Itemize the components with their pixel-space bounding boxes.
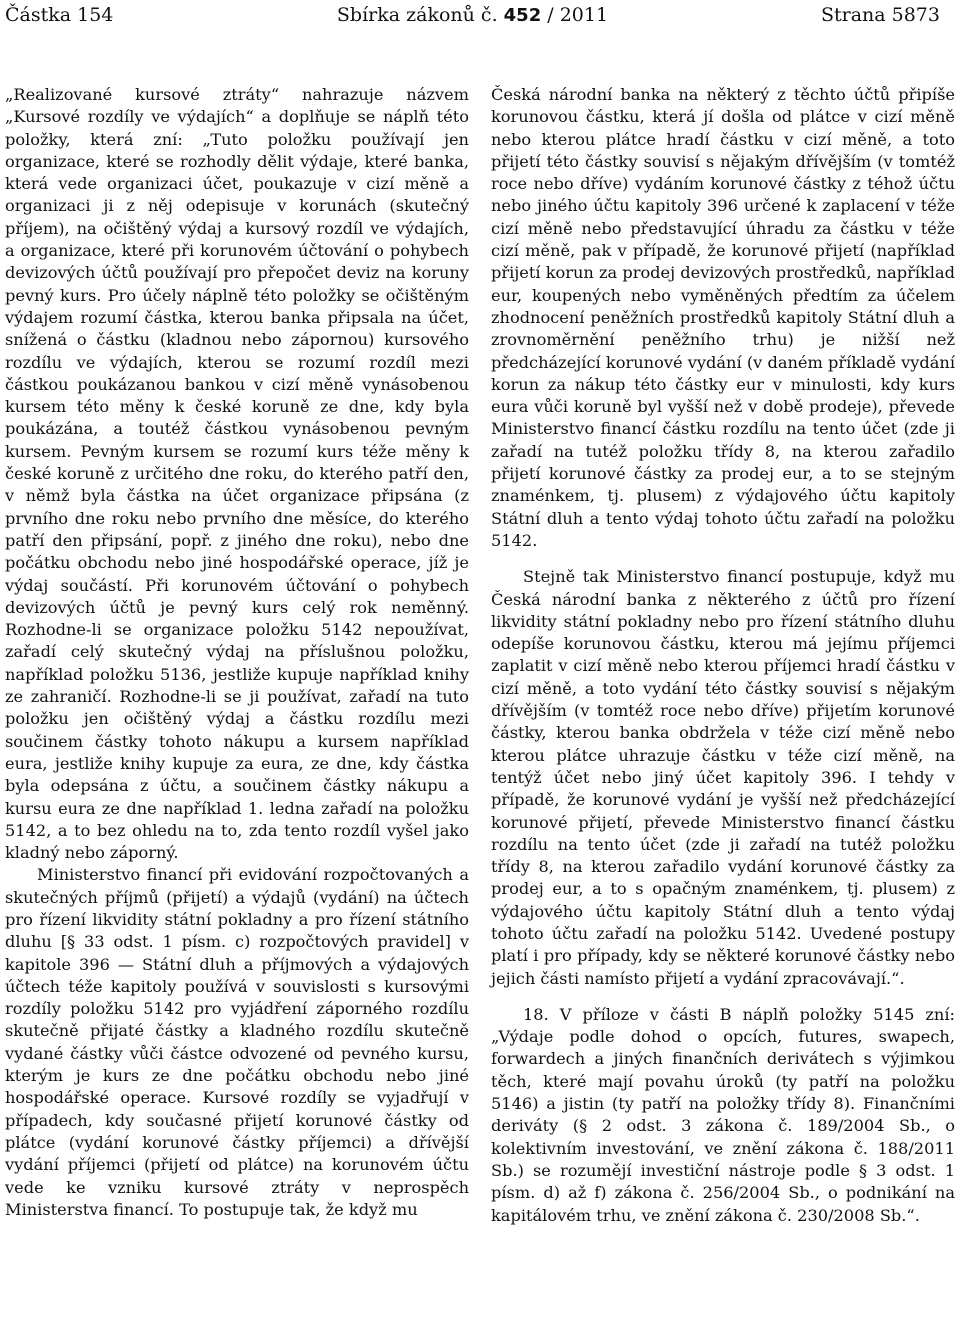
left-column (5, 84, 469, 1221)
paragraph: „Realizované kursové ztráty“ nahrazuje názvem „Kursové rozdíly ve výdajích“ a doplňuje se náplň této položky, která zní: „Tuto položku používají jen organizace, které se rozhodly dělit výdaje, které banka, která vede organizaci účet, poukazuje v cizí měně a organizaci ji z něj odepisuje v korunách (skutečný příjem), na očištěný výdaj a kursový rozdíl ve výdajích, a organizace, které při korunovém účtování o pohybech devizových účtů používají pro přepočet deviz na koruny pevný kurs. Pro účely náplně této položky se očištěným výdajem rozumí částka, kterou banka připsala na účet, snížená o částku (kladnou nebo zápornou) kursového rozdílu ve výdajích, kterou se rozumí rozdíl mezi částkou poukázanou bankou v cizí měně vynásobenou kursem této měny k české koruně ze dne, kdy byla poukázána, a toutéž částkou vynásobenou pevným kursem. Pevným kursem se rozumí kurs téže měny k české koruně z určitého dne roku, do kterého patří den, v němž byla částka na účet organizace připsána (z prvního dne roku nebo prvního dne měsíce, do kterého patří den připsání, popř. z jiného dne roku), nebo dne počátku obchodu nebo jiné hospodářské operace, jíž je výdaj součástí. Při korunovém účtování o pohybech devizových účtů je pevný kurs celý rok neměnný. Rozhodne-li se organizace položku 5142 nepoužívat, zařadí celý skutečný výdaj na příslušnou položku, například položku 5136, jestliže kupuje například knihy ze zahraničí. Rozhodne-li se ji používat, zařadí na tuto položku jen očištěný výdaj a částku rozdílu mezi součinem částky tohoto nákupu a kursem například eura, jestliže knihy kupuje za eura, ze dne, kdy částka byla odepsána z účtu, a součinem částky nákupu a kursu eura ze dne například 1. ledna zařadí na položku 5142, a to bez ohledu na to, zda tento rozdíl vyšel jako kladný nebo záporný. (5, 85, 469, 863)
paragraph: Stejně tak Ministerstvo financí postupuje, když mu Česká národní banka z některého z účtů pro řízení likvidity státní pokladny nebo pro řízení státního dluhu odepíše korunovou částku, kterou má jejímu příjemci zaplatit v cizí měně nebo kterou příjemci hradí částku v cizí měně, a toto vydání této částky souvisí s nějakým dřívějším (v tomtéž roce nebo dříve) přijetím korunové částky, kterou banka obdržela v téže cizí měně nebo kterou plátce uhrazuje částku v téže cizí měně, na tentýž účet nebo jiný účet kapitoly 396. I tehdy v případě, že korunové vydání je vyšší než předcházející korunové přijetí, převede Ministerstvo financí částku rozdílu na tento účet (zde ji zařadí na tutéž položku třídy 8, na kterou zařadilo vydání korunové částky za prodej eur, a to s opačným znaménkem, tj. plusem) z výdajového účtu kapitoly Státní dluh a tento výdaj tohoto účtu zařadí na položku 5142. Uvedené postupy platí i pro případy, kdy se některé korunové částky nebo jejich části namísto přijetí a vydání zpracovávají.“. (491, 567, 955, 988)
right-column (491, 84, 955, 1227)
paragraph: Česká národní banka na některý z těchto účtů připíše korunovou částku, která jí došla od plátce v cizí měně nebo kterou plátce hradí částku v cizí měně, a toto přijetí této částky souvisí s nějakým dřívějším (v tomtéž roce nebo dříve) vydáním korunové částky z téhož účtu nebo jiného účtu kapitoly 396 určené k zaplacení v téže cizí měně nebo představující úhradu za částku v téže cizí měně, pak v případě, že korunové přijetí (například přijetí korun za prodej devizových prostředků, například eur, koupených nebo vyměněných předtím za účelem zhodnocení peněžních prostředků kapitoly Státní dluh a zrovnoměrnění peněžního trhu) je nižší než předcházející korunové vydání (v daném příkladě vydání korun za nákup této částky eur v minulosti, kdy kurs eura vůči koruně byl vyšší než v době prodeje), převede Ministerstvo financí částku rozdílu na tento účet (zde ji zařadí na tutéž položku třídy 8, na kterou zařadilo přijetí korunové částky za prodej eur, a to se stejným znaménkem, tj. plusem) z výdajového účtu kapitoly Státní dluh a tento výdaj tohoto účtu zařadí na položku 5142. (491, 85, 955, 550)
collection-name: Sbírka zákonů č. (336, 4, 498, 26)
page-header (5, 4, 940, 30)
collection-title (5, 4, 940, 26)
law-year: / 2011 (547, 4, 609, 26)
issue-number: Částka 154 (5, 4, 114, 26)
page-number: Strana 5873 (820, 4, 940, 26)
law-number: 452 (503, 5, 542, 26)
paragraph: Ministerstvo financí při evidování rozpočtovaných a skutečných příjmů (přijetí) a výdajů (vydání) na účtech pro řízení likvidity státní pokladny a pro řízení státního dluhu [§ 33 odst. 1 písm. c) rozpočtových pravidel] v kapitole 396 — Státní dluh a příjmových a výdajových účtech téže kapitoly používá v souvislosti s kursovými rozdíly položku 5142 pro vyjádření záporného rozdílu skutečně přijaté částky a kladného rozdílu skutečně vydané částky vůči částce odvozené od pevného kursu, kterým je kurs ze dne počátku obchodu nebo jiné hospodářské operace. Kursové rozdíly se vyjadřují v případech, kdy současné přijetí korunové částky od plátce (vydání korunové částky příjemci) a dřívější vydání příjemci (přijetí od plátce) na korunovém účtu vede ke vzniku kursové ztráty v neprospěch Ministerstva financí. To postupuje tak, že když mu (5, 865, 469, 1219)
numbered-paragraph: 18. V příloze v části B náplň položky 5145 zní: „Výdaje podle dohod o opcích, futures, swapech, forwardech a jiných finančních derivátech s výjimkou těch, které mají povahu úroků (ty patří na položku 5146) a jistin (ty patří na položky třídy 8). Finančními deriváty (§ 2 odst. 3 zákona č. 189/2004 Sb., o kolektivním investování, ve znění zákona č. 188/2011 Sb.) se rozumějí investiční nástroje podle § 3 odst. 1 písm. d) až f) zákona č. 256/2004 Sb., o podnikání na kapitálovém trhu, ve znění zákona č. 230/2008 Sb.“. (491, 1004, 955, 1225)
